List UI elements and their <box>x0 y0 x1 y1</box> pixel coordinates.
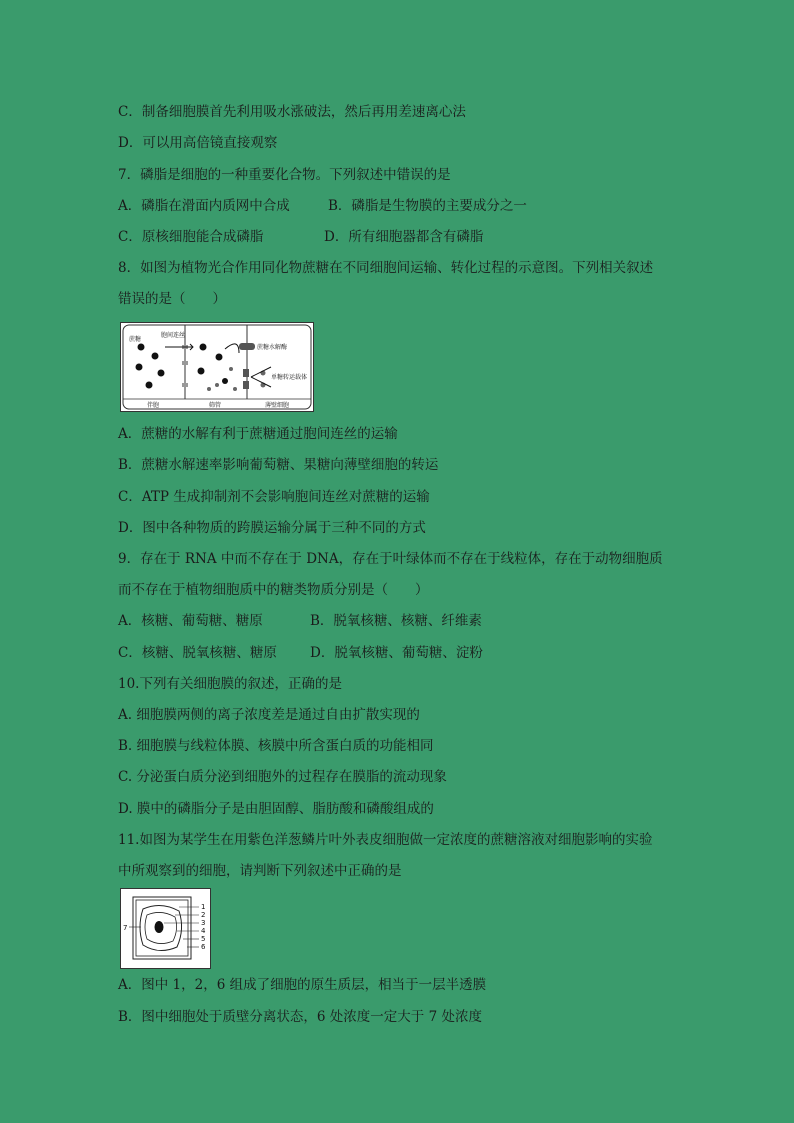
label-sieve-tube: 筛管 <box>209 402 222 409</box>
label-3: 3 <box>201 919 206 927</box>
question-8-option-a: A．蔗糖的水解有利于蔗糖通过胞间连丝的运输 <box>118 426 398 442</box>
label-2: 2 <box>201 911 206 919</box>
question-8-stem-line1: 8．如图为植物光合作用同化物蔗糖在不同细胞间运输、转化过程的示意图。下列相关叙述 <box>118 260 654 276</box>
question-8-stem-line2: 错误的是（ ） <box>118 291 226 307</box>
question-7-option-b: B．磷脂是生物膜的主要成分之一 <box>328 198 527 214</box>
question-6-option-d: D．可以用高倍镜直接观察 <box>118 135 278 151</box>
question-11-stem-line1: 11.如图为某学生在用紫色洋葱鳞片叶外表皮细胞做一定浓度的蔗糖溶液对细胞影响的实验 <box>118 832 653 848</box>
question-11-option-b: B．图中细胞处于质壁分离状态，6 处浓度一定大于 7 处浓度 <box>118 1009 482 1025</box>
question-9-options-ab <box>118 612 482 630</box>
label-parenchyma: 薄壁细胞 <box>265 402 290 409</box>
question-9-stem-line1: 9．存在于 RNA 中而不存在于 DNA，存在于叶绿体而不存在于线粒体，存在于动物细胞质 <box>118 551 663 567</box>
label-5: 5 <box>201 935 206 943</box>
question-8-option-d: D．图中各种物质的跨膜运输分属于三种不同的方式 <box>118 520 426 536</box>
question-7-option-d: D．所有细胞器都含有磷脂 <box>324 229 484 245</box>
sucrose-transport-figure <box>120 322 314 412</box>
question-10-option-d: D. 膜中的磷脂分子是由胆固醇、脂肪酸和磷酸组成的 <box>118 801 434 817</box>
label-sucrose: 蔗糖 <box>129 336 142 343</box>
question-9-option-c: C．核糖、脱氧核糖、糖原 <box>118 645 277 661</box>
question-7-options-ab <box>118 197 527 215</box>
label-1: 1 <box>201 903 206 911</box>
question-10-option-c: C. 分泌蛋白质分泌到细胞外的过程存在膜脂的流动现象 <box>118 769 447 785</box>
label-7: 7 <box>123 924 128 932</box>
question-10-stem: 10.下列有关细胞膜的叙述，正确的是 <box>118 676 342 692</box>
sucrose-dots <box>136 344 229 389</box>
question-10-option-b: B. 细胞膜与线粒体膜、核膜中所含蛋白质的功能相同 <box>118 738 434 754</box>
transport-arrows <box>165 344 271 387</box>
monosaccharide-dots <box>207 367 266 391</box>
question-9-option-b: B．脱氧核糖、核糖、纤维素 <box>310 613 482 629</box>
label-6: 6 <box>201 943 206 951</box>
question-11-stem-line2: 中所观察到的细胞，请判断下列叙述中正确的是 <box>118 863 402 879</box>
question-9-option-a: A．核糖、葡萄糖、糖原 <box>118 613 263 629</box>
label-4: 4 <box>201 927 206 935</box>
question-7-option-a: A．磷脂在滑面内质网中合成 <box>118 198 290 214</box>
label-transporter: 单糖转运载体 <box>271 374 308 381</box>
question-11-option-a: A．图中 1，2，6 组成了细胞的原生质层，相当于一层半透膜 <box>118 977 487 993</box>
question-7-options-cd <box>118 228 483 246</box>
label-companion-cell: 伴胞 <box>147 402 160 409</box>
label-invertase: 蔗糖水解酶 <box>257 344 288 351</box>
question-6-option-c: C．制备细胞膜首先利用吸水涨破法，然后再用差速离心法 <box>118 104 466 120</box>
question-9-stem-line2: 而不存在于植物细胞质中的糖类物质分别是（ ） <box>118 582 429 598</box>
question-7-option-c: C．原核细胞能合成磷脂 <box>118 229 264 245</box>
plasmolysis-cell-figure <box>120 888 211 969</box>
question-8-option-b: B．蔗糖水解速率影响葡萄糖、果糖向薄壁细胞的转运 <box>118 457 439 473</box>
question-8-option-c: C．ATP 生成抑制剂不会影响胞间连丝对蔗糖的运输 <box>118 489 430 505</box>
question-9-option-d: D．脱氧核糖、葡萄糖、淀粉 <box>310 645 483 661</box>
question-9-options-cd <box>118 644 483 662</box>
question-10-option-a: A. 细胞膜两侧的离子浓度差是通过自由扩散实现的 <box>118 707 420 723</box>
label-plasmodesma: 胞间连丝 <box>161 332 186 339</box>
question-7-stem: 7．磷脂是细胞的一种重要化合物。下列叙述中错误的是 <box>118 167 451 183</box>
